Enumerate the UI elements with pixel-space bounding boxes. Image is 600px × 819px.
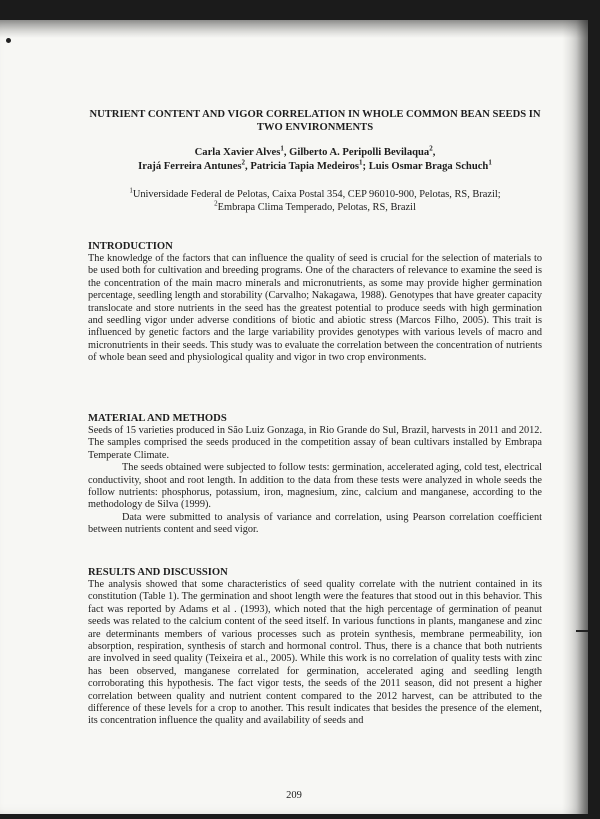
- methods-paragraph: The seeds obtained were subjected to follow tests: germination, accelerated aging, cold test, electrical conductivity, shoot and root length. In addition to the data from these tests were analyzed in whole seeds the follow nutrients: phosphorus, potassium, iron, magnesium, zinc, calcium and manganese, according to the methodology de Silva (1999).: [88, 462, 542, 511]
- author-name: Gilberto A. Peripolli Bevilaqua: [289, 147, 430, 158]
- methods-heading: MATERIAL AND METHODS: [88, 413, 227, 424]
- author-affiliation-mark: 1: [488, 158, 492, 167]
- introduction-section: [88, 240, 542, 365]
- methods-paragraph: Seeds of 15 varieties produced in São Luiz Gonzaga, in Rio Grande do Sul, Brazil, harvests in 2011 and 2012. The samples comprised the seeds produced in the competition assay of bean cultivars installed by Embrapa Temperate Climate.: [88, 425, 543, 461]
- affiliation-1: Universidade Federal de Pelotas, Caixa Postal 354, CEP 96010-900, Pelotas, RS, Brazil;: [132, 189, 501, 200]
- affiliation-number: 1: [129, 186, 133, 195]
- author-name: Patricia Tapia Medeiros: [250, 161, 360, 172]
- results-section: [88, 566, 542, 728]
- scan-shadow-top: [0, 20, 588, 38]
- scan-mark: [576, 630, 588, 632]
- author-affiliation-mark: 2: [429, 144, 433, 153]
- results-paragraph: The analysis showed that some characteristics of seed quality correlate with the nutrient contained in its constitution (Table 1). The germination and shoot length were the features that stood out in this behavior. This fact was reported by Adams et al . (1993), which noted that the high percentage of germination of peanut seeds was related to the calcium content of the seed itself. In various functions in plants, manganese and zinc are determinants members of various processes such as protein synthesis, membrane permeability, ion absorption, respiration, synthesis of starch and hormonal control. Thus, there is a chance that both nutrients are involved in seed quality (Teixeira et al., 2005). While this work is no correlation of quality tests with zinc has been observed, manganese correlated for germination, accelerated aging and seedling length corroborating this hypothesis. The fact vigor tests, the seeds of the 2011 season, did not present a higher correlation between quality and nutrient content compared to the 2012 harvest, can be attributed to the difference of these levels for a crop to another. This result indicates that besides the presence of the element, its concentration influence the quality and availability of seeds and: [88, 579, 542, 727]
- scan-speck: [6, 38, 11, 43]
- author-affiliation-mark: 1: [280, 144, 284, 153]
- page-number: 209: [286, 790, 302, 801]
- author-name: Luis Osmar Braga Schuch: [368, 161, 489, 172]
- methods-paragraph: Data were submitted to analysis of variance and correlation, using Pearson correlation coefficient between nutrients content and seed vigor.: [88, 511, 542, 536]
- introduction-heading: INTRODUCTION: [88, 241, 173, 252]
- author-name: Irajá Ferreira Antunes: [138, 161, 242, 172]
- affiliation-number: 2: [214, 199, 218, 208]
- document-page: [0, 20, 588, 814]
- methods-section: [88, 412, 542, 537]
- author-affiliation-mark: 2: [241, 158, 246, 167]
- introduction-paragraph: The knowledge of the factors that can influence the quality of seed is crucial for the selection of materials to be used both for cultivation and breeding programs. One of the characters of relevance to examine the seed is the concentration of the main macro minerals and micronutrients, as some may provide higher germination percentage, seedling length and storability (Carvalho; Nakagawa, 1988). Genotypes that have greater capacity translocate and store nutrients in the seed has the greatest potential to produce seeds with high germination and seedling vigor under adverse conditions of biotic and abiotic stress (Marcos Filho, 2005). This trait is influenced by genetic factors and the large variability provides genotypes with various levels of macro and micronutrients in their seeds. This study was to evaluate the correlation between the concentration of nutrients of whole bean seed and physiological quality and vigor in two crop environments.: [88, 253, 542, 364]
- affiliation-2: Embrapa Clima Temperado, Pelotas, RS, Brazil: [217, 202, 416, 213]
- paper-title: NUTRIENT CONTENT AND VIGOR CORRELATION IN WHOLE COMMON BEAN SEEDS IN TWO ENVIRONMENTS: [89, 109, 541, 133]
- results-heading: RESULTS AND DISCUSSION: [88, 567, 228, 578]
- scan-shadow-right: [562, 20, 588, 814]
- author-affiliation-mark: 1: [359, 158, 363, 167]
- author-list: Carla Xavier Alves$^1$, Gilberto A. Peripolli Bevilaqua$^2$, Irajá Ferreira Antunes$^2$, Patricia Tapia Medeiros$^1$; Luis Osmar Braga Schuch$^1$: [138, 144, 492, 172]
- author-name: Carla Xavier Alves: [194, 147, 281, 158]
- affiliations: [80, 188, 550, 214]
